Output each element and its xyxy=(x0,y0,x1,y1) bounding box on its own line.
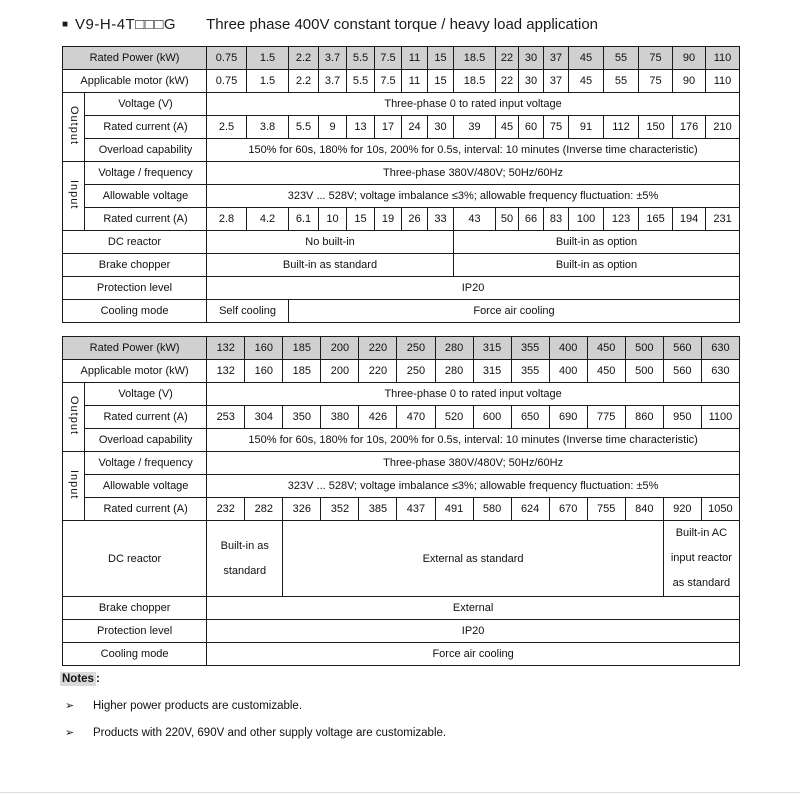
value-cell: 43 xyxy=(454,208,496,231)
row-label-rated-power: Rated Power (kW) xyxy=(63,47,207,70)
value-cell: 630 xyxy=(701,337,739,360)
brake-chopper-right-value: Built-in as option xyxy=(454,254,740,277)
value-cell: 624 xyxy=(511,498,549,521)
value-cell: 3.7 xyxy=(319,70,347,93)
row-label-protection-level: Protection level xyxy=(63,620,207,643)
value-cell: 39 xyxy=(454,116,496,139)
allowable-voltage-value: 323V ... 528V; voltage imbalance ≤3%; allowable frequency fluctuation: ±5% xyxy=(207,475,740,498)
value-cell: 45 xyxy=(569,47,604,70)
row-label-rated-current: Rated current (A) xyxy=(85,116,207,139)
value-cell: 690 xyxy=(549,406,587,429)
value-cell: 437 xyxy=(397,498,435,521)
value-cell: 55 xyxy=(604,47,639,70)
value-cell: 22 xyxy=(496,70,519,93)
value-cell: 30 xyxy=(519,70,544,93)
note-text: Higher power products are customizable. xyxy=(93,700,303,712)
value-cell: 45 xyxy=(496,116,519,139)
row-brake-chopper xyxy=(63,254,740,277)
value-cell: 75 xyxy=(639,47,673,70)
value-cell: 75 xyxy=(544,116,569,139)
value-cell: 123 xyxy=(604,208,639,231)
value-cell: 4.2 xyxy=(247,208,289,231)
value-cell: 19 xyxy=(375,208,402,231)
value-cell: 220 xyxy=(359,337,397,360)
value-cell: 17 xyxy=(375,116,402,139)
value-cell: 5.5 xyxy=(347,70,375,93)
value-cell: 860 xyxy=(625,406,663,429)
value-cell: 0.75 xyxy=(207,70,247,93)
value-cell: 580 xyxy=(473,498,511,521)
value-cell: 1.5 xyxy=(247,70,289,93)
dc-reactor-left-value: Built-in as standard xyxy=(207,521,283,597)
value-cell: 2.2 xyxy=(289,47,319,70)
value-cell: 560 xyxy=(663,337,701,360)
row-input-voltage-frequency xyxy=(63,162,740,185)
brake-chopper-left-value: Built-in as standard xyxy=(207,254,454,277)
value-cell: 160 xyxy=(245,360,283,383)
value-cell: 282 xyxy=(245,498,283,521)
value-cell: 37 xyxy=(544,47,569,70)
value-cell: 352 xyxy=(321,498,359,521)
value-cell: 90 xyxy=(673,70,706,93)
row-label-overload: Overload capability xyxy=(85,139,207,162)
value-cell: 9 xyxy=(319,116,347,139)
value-cell: 2.2 xyxy=(289,70,319,93)
dc-reactor-right-value: Built-in AC input reactor as standard xyxy=(663,521,739,597)
value-cell: 315 xyxy=(473,360,511,383)
row-label-overload: Overload capability xyxy=(85,429,207,452)
value-cell: 45 xyxy=(569,70,604,93)
value-cell: 250 xyxy=(397,337,435,360)
row-dc-reactor xyxy=(63,521,740,597)
overload-value: 150% for 60s, 180% for 10s, 200% for 0.5s, interval: 10 minutes (Inverse time characteristic) xyxy=(207,429,740,452)
value-cell: 5.5 xyxy=(289,116,319,139)
row-label-voltage: Voltage (V) xyxy=(85,93,207,116)
row-label-rated-power: Rated Power (kW) xyxy=(63,337,207,360)
row-label-rated-current: Rated current (A) xyxy=(85,406,207,429)
value-cell: 2.5 xyxy=(207,116,247,139)
value-cell: 426 xyxy=(359,406,397,429)
input-rotated-label: Input xyxy=(68,179,80,210)
value-cell: 355 xyxy=(511,360,549,383)
row-brake-chopper xyxy=(63,597,740,620)
value-cell: 50 xyxy=(496,208,519,231)
value-cell: 1050 xyxy=(701,498,739,521)
value-cell: 11 xyxy=(402,47,428,70)
value-cell: 304 xyxy=(245,406,283,429)
value-cell: 90 xyxy=(673,47,706,70)
value-cell: 83 xyxy=(544,208,569,231)
value-cell: 24 xyxy=(402,116,428,139)
row-input-rated-current xyxy=(63,208,740,231)
notes-heading-colon: : xyxy=(95,673,100,685)
section-label-output xyxy=(63,93,85,162)
title-description: Three phase 400V constant torque / heavy load application xyxy=(206,16,599,33)
row-label-rated-current: Rated current (A) xyxy=(85,208,207,231)
value-cell: 11 xyxy=(402,70,428,93)
output-rotated-label: Output xyxy=(68,105,80,146)
row-label-brake-chopper: Brake chopper xyxy=(63,254,207,277)
row-label-allowable-voltage: Allowable voltage xyxy=(85,185,207,208)
section-label-input xyxy=(63,452,85,521)
row-overload xyxy=(63,139,740,162)
value-cell: 194 xyxy=(673,208,706,231)
value-cell: 560 xyxy=(663,360,701,383)
value-cell: 380 xyxy=(321,406,359,429)
value-cell: 450 xyxy=(587,337,625,360)
row-label-brake-chopper: Brake chopper xyxy=(63,597,207,620)
notes-heading xyxy=(60,673,800,685)
model-code: V9-H-4T□□□G xyxy=(75,16,177,33)
value-cell: 470 xyxy=(397,406,435,429)
row-protection-level xyxy=(63,620,740,643)
value-cell: 66 xyxy=(519,208,544,231)
value-cell: 400 xyxy=(549,360,587,383)
protection-level-value: IP20 xyxy=(207,277,740,300)
value-cell: 15 xyxy=(347,208,375,231)
input-voltage-frequency-value: Three-phase 380V/480V; 50Hz/60Hz xyxy=(207,452,740,475)
row-applicable-motor xyxy=(63,70,740,93)
input-rotated-label: Input xyxy=(68,469,81,500)
protection-level-value: IP20 xyxy=(207,620,740,643)
value-cell: 600 xyxy=(473,406,511,429)
value-cell: 520 xyxy=(435,406,473,429)
output-voltage-value: Three-phase 0 to rated input voltage xyxy=(207,93,740,116)
value-cell: 1100 xyxy=(701,406,739,429)
value-cell: 22 xyxy=(496,47,519,70)
value-cell: 385 xyxy=(359,498,397,521)
value-cell: 500 xyxy=(625,337,663,360)
value-cell: 280 xyxy=(435,360,473,383)
input-voltage-frequency-value: Three-phase 380V/480V; 50Hz/60Hz xyxy=(207,162,740,185)
value-cell: 26 xyxy=(402,208,428,231)
spec-table-low-power xyxy=(62,46,740,323)
row-input-voltage-frequency xyxy=(63,452,740,475)
row-applicable-motor xyxy=(63,360,740,383)
value-cell: 253 xyxy=(207,406,245,429)
value-cell: 950 xyxy=(663,406,701,429)
note-item xyxy=(60,699,800,712)
value-cell: 840 xyxy=(625,498,663,521)
allowable-voltage-value: 323V ... 528V; voltage imbalance ≤3%; allowable frequency fluctuation: ±5% xyxy=(207,185,740,208)
value-cell: 185 xyxy=(283,337,321,360)
value-cell: 13 xyxy=(347,116,375,139)
value-cell: 30 xyxy=(519,47,544,70)
value-cell: 630 xyxy=(701,360,739,383)
cooling-value: Force air cooling xyxy=(207,643,740,666)
row-label-voltage: Voltage (V) xyxy=(85,383,207,406)
value-cell: 220 xyxy=(359,360,397,383)
value-cell: 1.5 xyxy=(247,47,289,70)
value-cell: 30 xyxy=(428,116,454,139)
value-cell: 37 xyxy=(544,70,569,93)
value-cell: 3.7 xyxy=(319,47,347,70)
value-cell: 165 xyxy=(639,208,673,231)
value-cell: 132 xyxy=(207,360,245,383)
row-dc-reactor xyxy=(63,231,740,254)
row-label-protection-level: Protection level xyxy=(63,277,207,300)
value-cell: 185 xyxy=(283,360,321,383)
output-rotated-label: Output xyxy=(68,395,81,436)
arrow-bullet-icon: ➢ xyxy=(65,700,75,712)
brake-chopper-value: External xyxy=(207,597,740,620)
value-cell: 100 xyxy=(569,208,604,231)
row-overload xyxy=(63,429,740,452)
value-cell: 7.5 xyxy=(375,47,402,70)
value-cell: 775 xyxy=(587,406,625,429)
overload-value: 150% for 60s, 180% for 10s, 200% for 0.5s, interval: 10 minutes (Inverse time characteristic) xyxy=(207,139,740,162)
row-label-allowable-voltage: Allowable voltage xyxy=(85,475,207,498)
notes-heading-text: Notes xyxy=(62,673,94,685)
row-allowable-voltage xyxy=(63,185,740,208)
value-cell: 112 xyxy=(604,116,639,139)
value-cell: 110 xyxy=(706,47,740,70)
value-cell: 15 xyxy=(428,47,454,70)
value-cell: 200 xyxy=(321,360,359,383)
value-cell: 60 xyxy=(519,116,544,139)
note-item xyxy=(60,726,800,739)
page-title xyxy=(0,0,800,33)
value-cell: 18.5 xyxy=(454,47,496,70)
row-label-dc-reactor: DC reactor xyxy=(63,521,207,597)
spec-table-high-power xyxy=(62,336,740,666)
value-cell: 200 xyxy=(321,337,359,360)
notes-section xyxy=(60,673,800,739)
row-output-rated-current xyxy=(63,406,740,429)
row-cooling-mode xyxy=(63,643,740,666)
value-cell: 210 xyxy=(706,116,740,139)
row-label-cooling-mode: Cooling mode xyxy=(63,300,207,323)
row-label-applicable-motor: Applicable motor (kW) xyxy=(63,70,207,93)
value-cell: 7.5 xyxy=(375,70,402,93)
dc-reactor-mid-value: External as standard xyxy=(283,521,663,597)
section-label-input xyxy=(63,162,85,231)
value-cell: 132 xyxy=(207,337,245,360)
row-input-rated-current xyxy=(63,498,740,521)
value-cell: 326 xyxy=(283,498,321,521)
row-label-cooling-mode: Cooling mode xyxy=(63,643,207,666)
row-label-rated-current: Rated current (A) xyxy=(85,498,207,521)
value-cell: 15 xyxy=(428,70,454,93)
row-label-voltage-frequency: Voltage / frequency xyxy=(85,452,207,475)
value-cell: 10 xyxy=(319,208,347,231)
value-cell: 160 xyxy=(245,337,283,360)
row-protection-level xyxy=(63,277,740,300)
dc-reactor-left-value: No built-in xyxy=(207,231,454,254)
row-label-dc-reactor: DC reactor xyxy=(63,231,207,254)
value-cell: 75 xyxy=(639,70,673,93)
value-cell: 91 xyxy=(569,116,604,139)
value-cell: 500 xyxy=(625,360,663,383)
value-cell: 176 xyxy=(673,116,706,139)
value-cell: 280 xyxy=(435,337,473,360)
cooling-right-value: Force air cooling xyxy=(289,300,740,323)
value-cell: 0.75 xyxy=(207,47,247,70)
title-square-icon: ■ xyxy=(62,19,69,30)
value-cell: 5.5 xyxy=(347,47,375,70)
row-rated-power xyxy=(63,337,740,360)
value-cell: 650 xyxy=(511,406,549,429)
row-output-voltage xyxy=(63,93,740,116)
value-cell: 920 xyxy=(663,498,701,521)
value-cell: 55 xyxy=(604,70,639,93)
value-cell: 2.8 xyxy=(207,208,247,231)
value-cell: 450 xyxy=(587,360,625,383)
value-cell: 250 xyxy=(397,360,435,383)
output-voltage-value: Three-phase 0 to rated input voltage xyxy=(207,383,740,406)
row-output-rated-current xyxy=(63,116,740,139)
value-cell: 491 xyxy=(435,498,473,521)
row-rated-power xyxy=(63,47,740,70)
value-cell: 18.5 xyxy=(454,70,496,93)
cooling-left-value: Self cooling xyxy=(207,300,289,323)
value-cell: 400 xyxy=(549,337,587,360)
value-cell: 232 xyxy=(207,498,245,521)
value-cell: 110 xyxy=(706,70,740,93)
value-cell: 755 xyxy=(587,498,625,521)
row-output-voltage xyxy=(63,383,740,406)
value-cell: 150 xyxy=(639,116,673,139)
row-allowable-voltage xyxy=(63,475,740,498)
value-cell: 231 xyxy=(706,208,740,231)
section-label-output xyxy=(63,383,85,452)
value-cell: 355 xyxy=(511,337,549,360)
note-text: Products with 220V, 690V and other supply voltage are customizable. xyxy=(93,727,447,739)
value-cell: 6.1 xyxy=(289,208,319,231)
value-cell: 33 xyxy=(428,208,454,231)
value-cell: 3.8 xyxy=(247,116,289,139)
row-cooling-mode xyxy=(63,300,740,323)
arrow-bullet-icon: ➢ xyxy=(65,727,75,739)
value-cell: 350 xyxy=(283,406,321,429)
row-label-voltage-frequency: Voltage / frequency xyxy=(85,162,207,185)
value-cell: 670 xyxy=(549,498,587,521)
value-cell: 315 xyxy=(473,337,511,360)
dc-reactor-right-value: Built-in as option xyxy=(454,231,740,254)
row-label-applicable-motor: Applicable motor (kW) xyxy=(63,360,207,383)
